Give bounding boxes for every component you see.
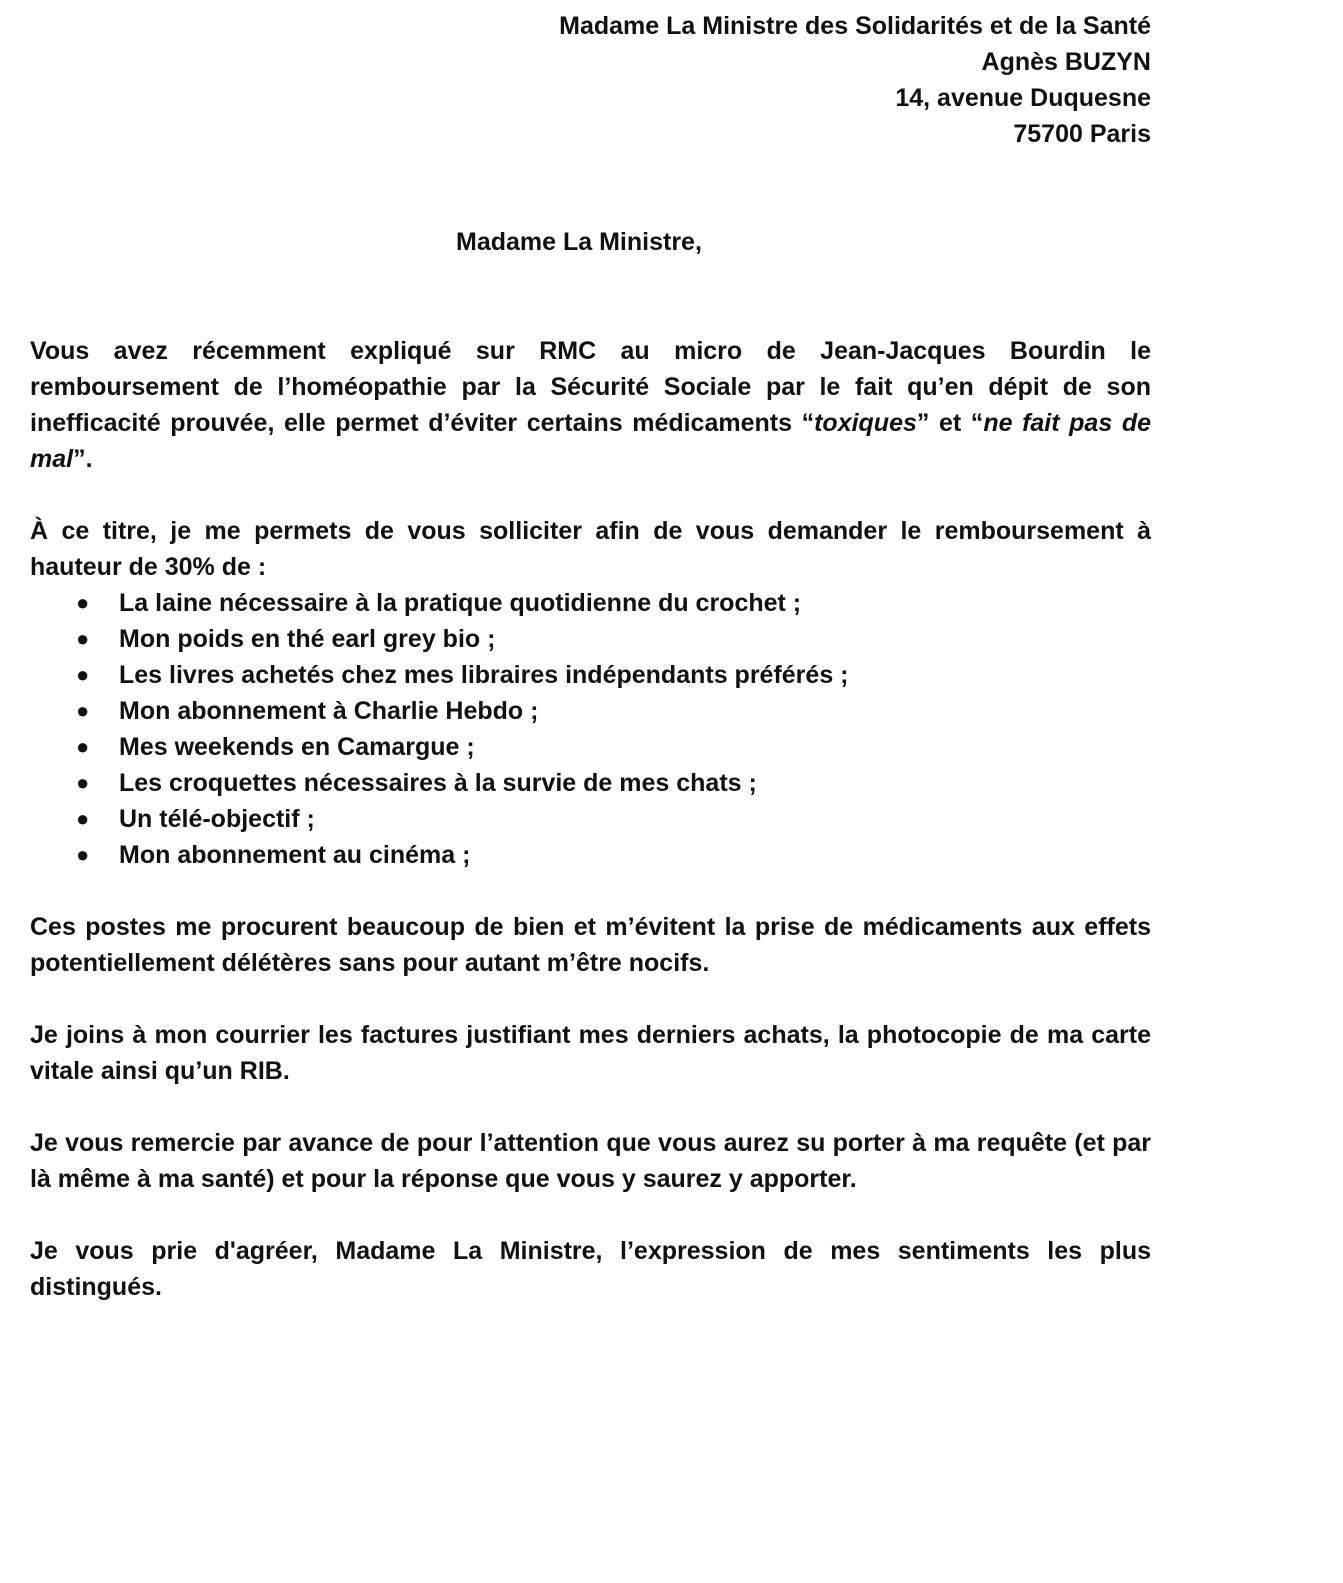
bullet-icon: ● <box>76 590 90 615</box>
list-item <box>30 693 1151 729</box>
recipient-address <box>559 8 1151 152</box>
quote-toxiques: toxiques <box>814 409 917 437</box>
list-item-text: Mon poids en thé earl grey bio ; <box>119 625 496 653</box>
list-item-text: Mon abonnement à Charlie Hebdo ; <box>119 697 539 725</box>
paragraph-homeopathy-text-b: ” et “ <box>916 409 984 437</box>
paragraph-thanks: Je vous remercie par avance de pour l’attention que vous aurez su porter à ma requête (et par là même à ma santé) et pour la réponse que vous y saurez y apporter. <box>30 1129 1151 1193</box>
recipient-line-city: 75700 Paris <box>1013 120 1151 148</box>
salutation: Madame La Ministre, <box>456 228 702 256</box>
recipient-line-title: Madame La Ministre des Solidarités et de la Santé <box>559 12 1151 40</box>
bullet-icon: ● <box>76 806 90 831</box>
bullet-icon: ● <box>76 662 90 687</box>
bullet-icon: ● <box>76 734 90 759</box>
bullet-icon: ● <box>76 842 90 867</box>
bullet-icon: ● <box>76 770 90 795</box>
paragraph-spacer <box>30 1197 1151 1233</box>
paragraph-closing: Je vous prie d'agréer, Madame La Ministre, l’expression de mes sentiments les plus distingués. <box>30 1237 1151 1301</box>
list-item-text: La laine nécessaire à la pratique quotidienne du crochet ; <box>119 589 802 617</box>
paragraph-spacer <box>30 477 1151 513</box>
list-item <box>30 837 1151 873</box>
paragraph-spacer <box>30 873 1151 909</box>
paragraph-homeopathy-text-c: ”. <box>73 445 93 473</box>
list-item-text: Un télé-objectif ; <box>119 805 315 833</box>
letter-body <box>30 333 1151 1305</box>
list-item-text: Mon abonnement au cinéma ; <box>119 841 471 869</box>
list-item <box>30 585 1151 621</box>
paragraph-homeopathy-text-a: Vous avez récemment expliqué sur RMC au micro de Jean-Jacques Bourdin le remboursement de l’homéopathie par la Sécurité Sociale par le fait qu’en dépit de son inefficacité prouvée, elle permet d’éviter certains médicaments “ <box>30 337 1151 437</box>
list-item <box>30 729 1151 765</box>
reimbursement-list <box>30 585 1151 873</box>
recipient-line-name: Agnès BUZYN <box>981 48 1151 76</box>
paragraph-attachments: Je joins à mon courrier les factures justifiant mes derniers achats, la photocopie de ma carte vitale ainsi qu’un RIB. <box>30 1021 1151 1085</box>
list-item-text: Les livres achetés chez mes libraires indépendants préférés ; <box>119 661 849 689</box>
recipient-line-street: 14, avenue Duquesne <box>895 84 1151 112</box>
paragraph-spacer <box>30 981 1151 1017</box>
paragraph-spacer <box>30 1089 1151 1125</box>
bullet-icon: ● <box>76 626 90 651</box>
quote-ne-fait-pas-de-mal: ne fait pas de mal <box>30 409 1152 473</box>
bullet-icon: ● <box>76 698 90 723</box>
list-item <box>30 765 1151 801</box>
list-item <box>30 801 1151 837</box>
list-item-text: Les croquettes nécessaires à la survie de mes chats ; <box>119 769 757 797</box>
list-item-text: Mes weekends en Camargue ; <box>119 733 475 761</box>
list-item <box>30 657 1151 693</box>
paragraph-benefits: Ces postes me procurent beaucoup de bien et m’évitent la prise de médicaments aux effets potentiellement délétères sans pour autant m’être nocifs. <box>30 913 1151 977</box>
paragraph-homeopathy <box>30 333 1151 477</box>
paragraph-request: À ce titre, je me permets de vous solliciter afin de vous demander le remboursement à hauteur de 30% de : <box>30 517 1151 581</box>
list-item <box>30 621 1151 657</box>
